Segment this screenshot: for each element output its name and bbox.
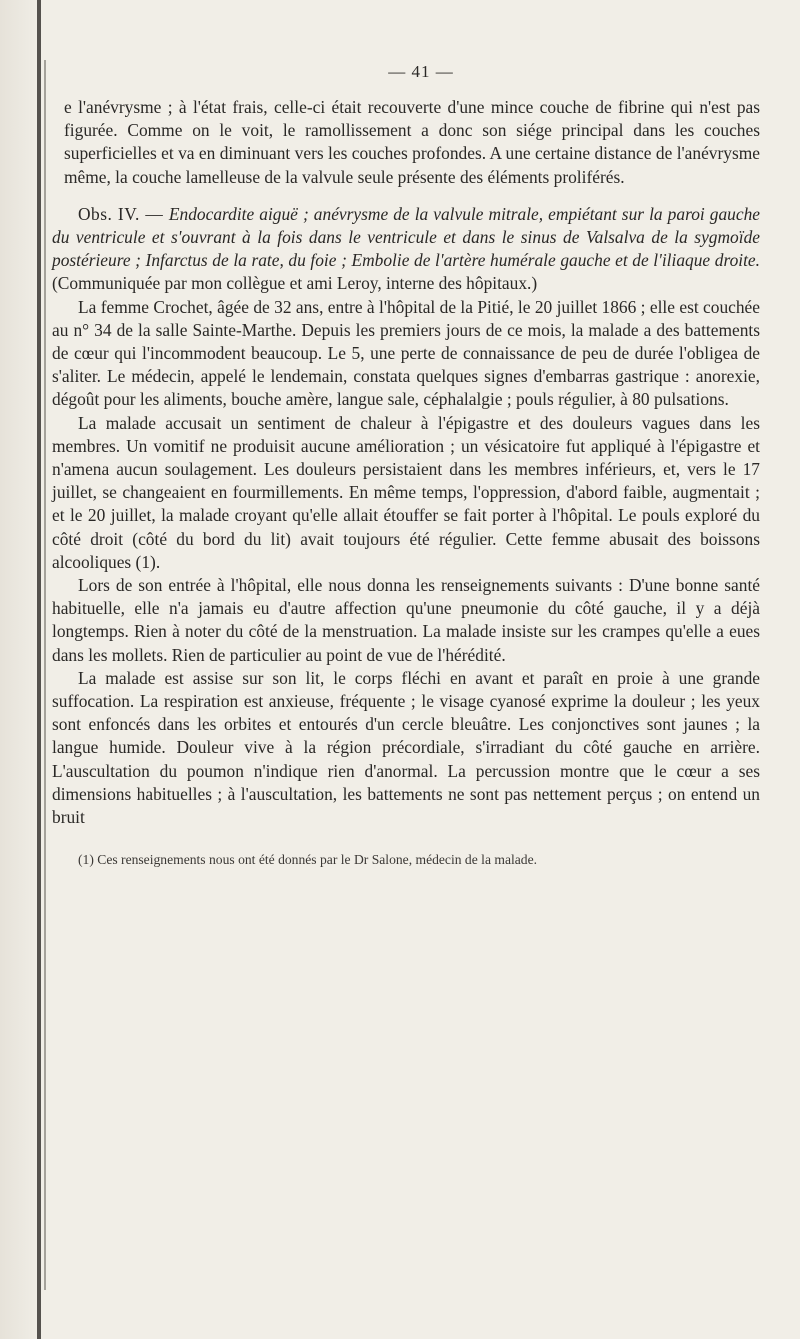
body-paragraph-1: La femme Crochet, âgée de 32 ans, entre à l'hôpital de la Pitié, le 20 juillet 1866 ; elle est couchée au n° 34 de la salle Sainte-Marthe. Depuis les premiers jours de ce mois, la malade a des battements de cœur qui l'incommodent beaucoup. Le 5, une perte de connaissance de peu de durée l'obligea de s'aliter. Le médecin, appelé le lendemain, constata quelques signes d'embarras gastrique : anorexie, dégoût pour les aliments, bouche amère, langue sale, céphalalgie ; pouls régulier, à 80 pulsations.	[52, 296, 760, 410]
book-spine-edge	[44, 60, 46, 1290]
book-gutter	[0, 0, 40, 1339]
observation-heading	[52, 203, 760, 296]
footnote: (1) Ces renseignements nous ont été donnés par le Dr Salone, médecin de la malade.	[78, 852, 538, 868]
continuation-paragraph: e l'anévrysme ; à l'état frais, celle-ci était recouverte d'une mince couche de fibrine qui n'est pas figurée. Comme on le voit, le ramollissement a donc son siége principal dans les couches superficielles et va en diminuant vers les couches profondes. A une certaine distance de l'anévrysme même, la couche lamelleuse de la valvule seule présente des éléments proliférés.	[64, 97, 760, 187]
observation-label: Obs. IV. —	[78, 203, 169, 224]
body-paragraph-2: La malade accusait un sentiment de chaleur à l'épigastre et des douleurs vagues dans les membres. Un vomitif ne produisit aucune amélioration ; un vésicatoire fut appliqué à l'épigastre et n'amena aucun soulagement. Les douleurs persistaient dans les membres inférieurs, et, vers le 17 juillet, se changeaient en fourmillements. En même temps, l'oppression, d'abord faible, augmentait ; et le 20 juillet, la malade croyant qu'elle allait étouffer se fait porter à l'hôpital. Le pouls exploré du côté droit (côté du bord du lit) avait toujours été régulier. Cette femme abusait des boissons alcooliques (1).	[52, 412, 760, 572]
book-page	[52, 62, 760, 869]
page-number: — 41 —	[388, 62, 454, 81]
body-paragraph-4: La malade est assise sur son lit, le corps fléchi en avant et paraît en proie à une grande suffocation. La respiration est anxieuse, fréquente ; le visage cyanosé exprime la douleur ; les yeux sont enfoncés dans les orbites et entourés d'un cercle bleuâtre. Les conjonctives sont jaunes ; la langue humide. Douleur vive à la région précordiale, s'irradiant du côté gauche en arrière. L'auscultation du poumon n'indique rien d'anormal. La percussion montre que le cœur a ses dimensions habituelles ; à l'auscultation, les battements ne sont pas nettement perçus ; on entend un bruit	[52, 667, 760, 828]
body-paragraph-3: Lors de son entrée à l'hôpital, elle nous donna les renseignements suivants : D'une bonne santé habituelle, elle n'a jamais eu d'autre affection qu'une pneumonie du côté gauche, il y a déjà longtemps. Rien à noter du côté de la menstruation. La malade insiste sur les crampes qu'elle a eues dans les mollets. Rien de particulier au point de vue de l'hérédité.	[52, 575, 760, 665]
book-spine-shadow	[37, 0, 41, 1339]
observation-title: Endocardite aiguë ; anévrysme de la valvule mitrale, empiétant sur la paroi gauche du ventricule et s'ouvrant à la fois dans le ventricule et dans le sinus de Valsalva de la sygmoïde postérieure ; Infarctus de la rate, du foie ; Embolie de l'artère humérale gauche et de l'iliaque droite.	[52, 203, 760, 271]
observation-note: (Communiquée par mon collègue et ami Leroy, interne des hôpitaux.)	[52, 273, 538, 294]
